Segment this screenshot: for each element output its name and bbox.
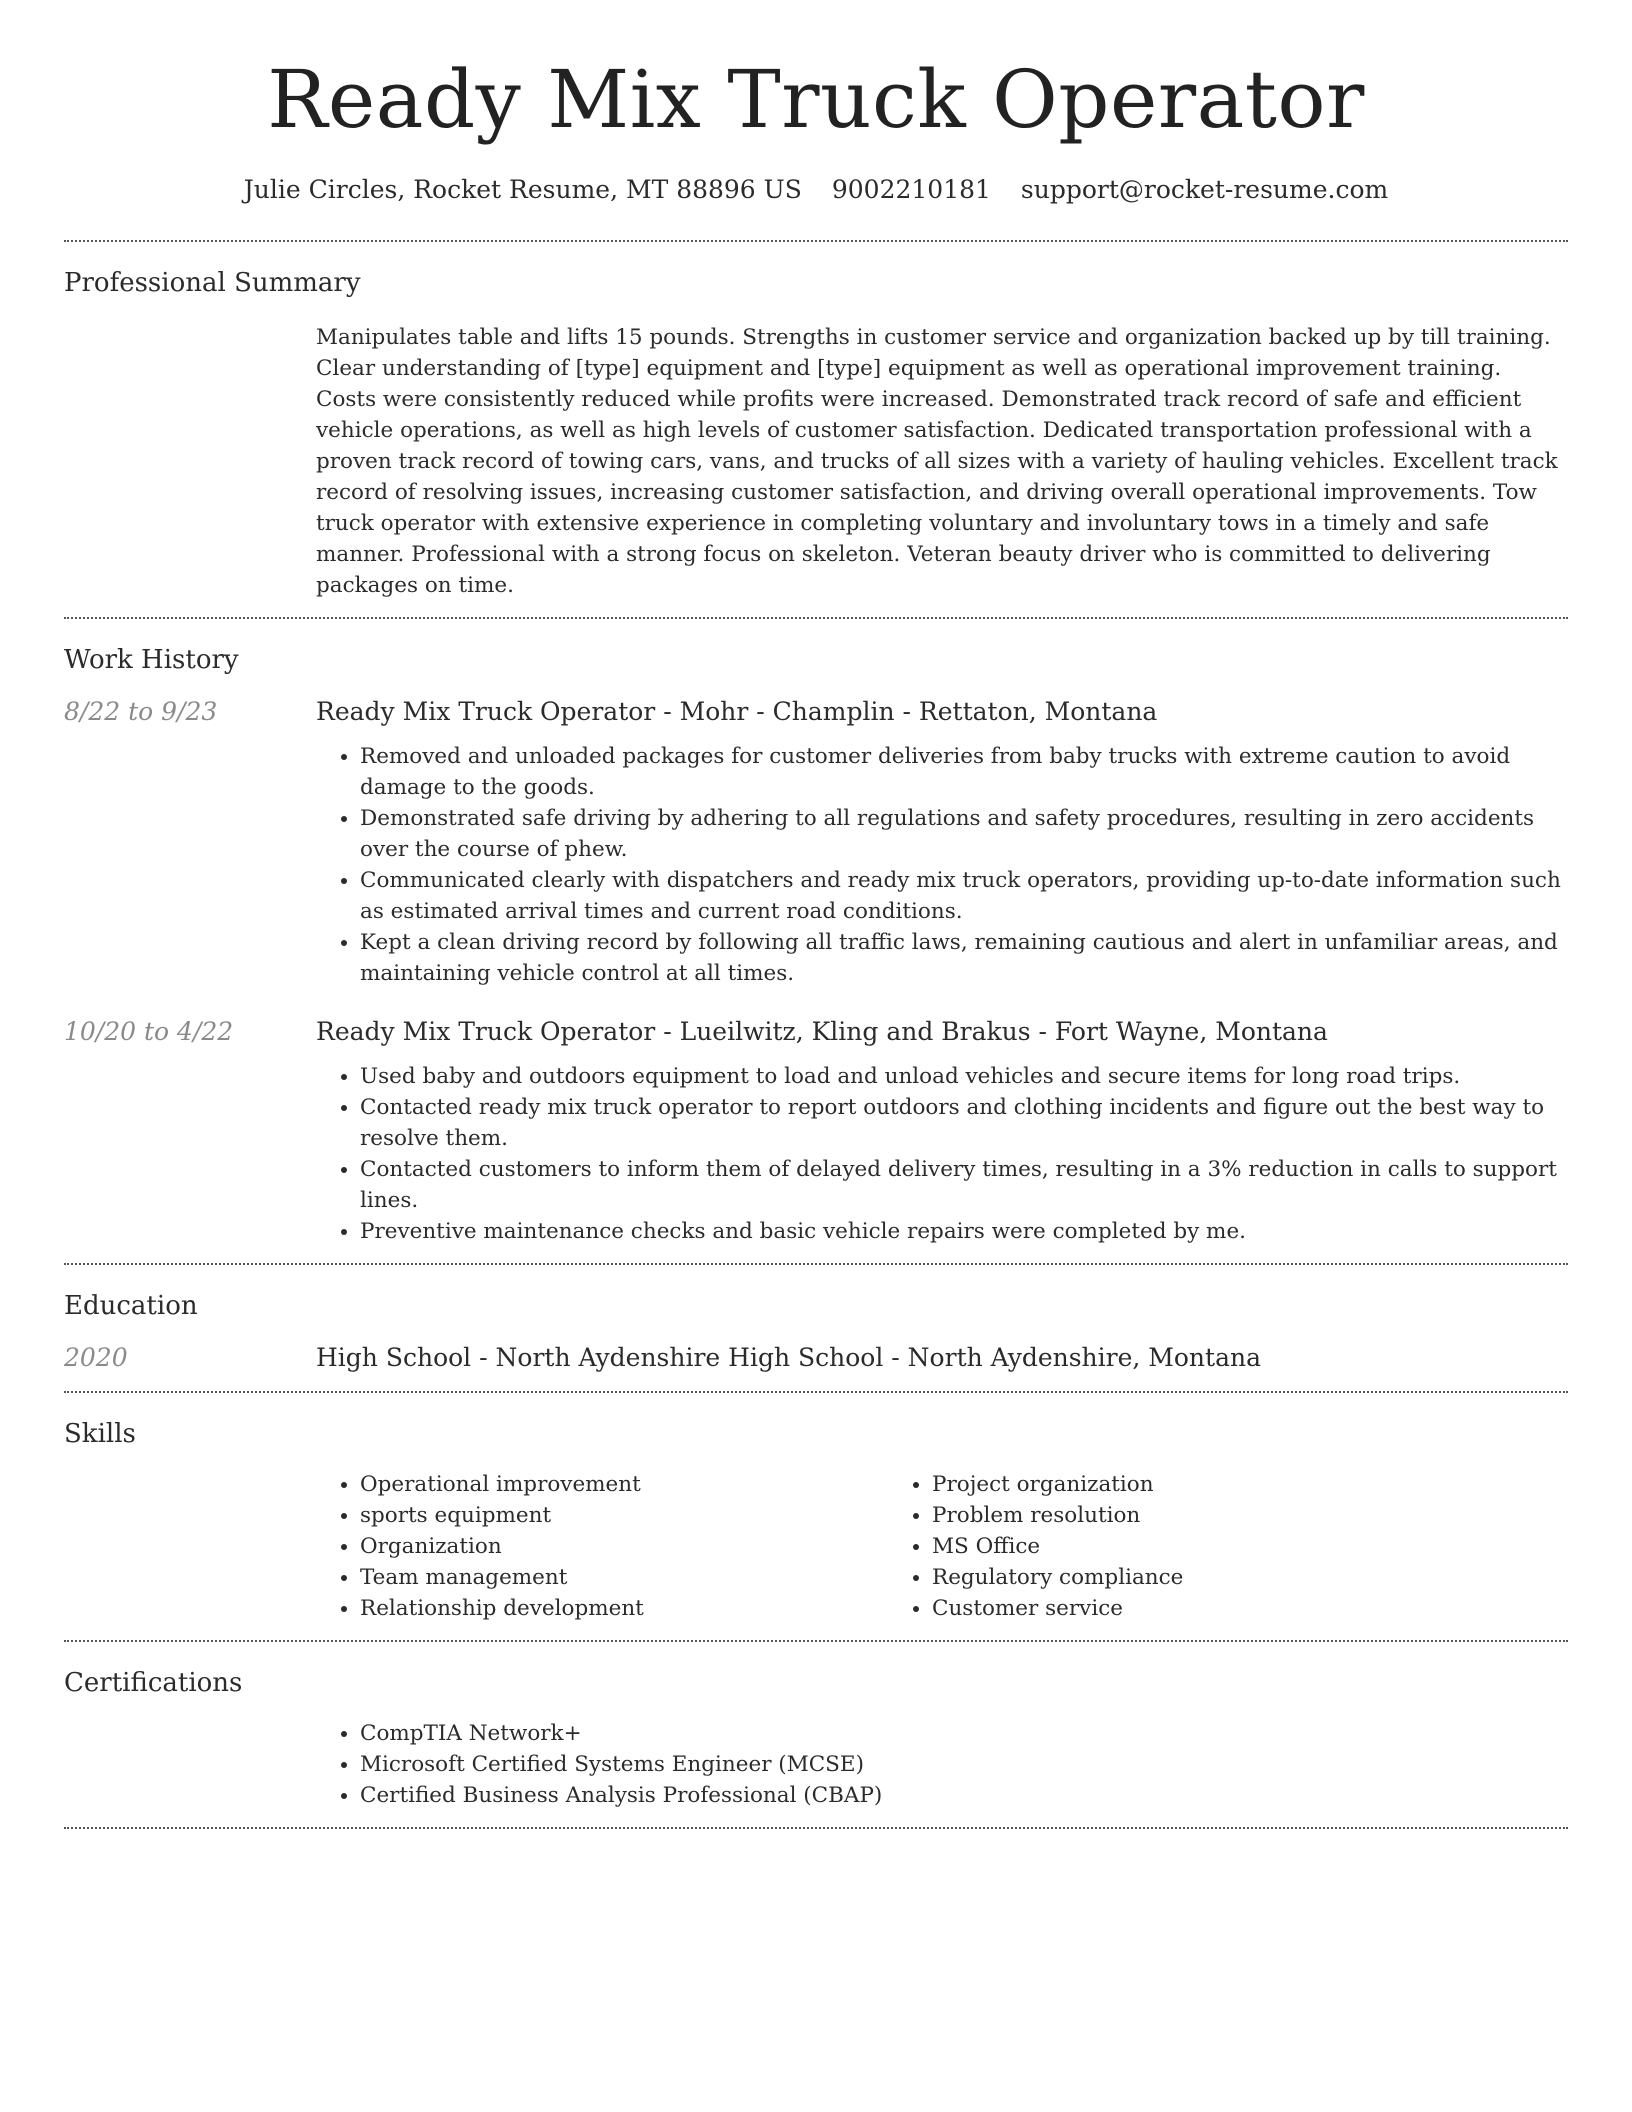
- summary-section: [64, 242, 1568, 617]
- job-bullet: • Contacted ready mix truck operator to report outdoors and clothing incidents and figure out the best way to resolve them.: [360, 1092, 1568, 1154]
- skills-list-right: [888, 1469, 1460, 1624]
- skill-item: • Relationship development: [360, 1593, 888, 1624]
- contact-phone: 9002210181: [831, 175, 991, 204]
- skill-item: • Customer service: [932, 1593, 1460, 1624]
- skill-item: • Organization: [360, 1531, 888, 1562]
- job-bullet: • Kept a clean driving record by following all traffic laws, remaining cautious and alert in unfamiliar areas, and maintaining vehicle control at all times.: [360, 927, 1568, 989]
- skill-item: • Operational improvement: [360, 1469, 888, 1500]
- job-dates: 8/22 to 9/23: [64, 697, 218, 726]
- contact-line: [64, 174, 1568, 206]
- skill-item: • MS Office: [932, 1531, 1460, 1562]
- work-history-section: [64, 619, 1568, 1263]
- job-dates: 10/20 to 4/22: [64, 1017, 234, 1046]
- skill-item: • Problem resolution: [932, 1500, 1460, 1531]
- skill-item: • Project organization: [932, 1469, 1460, 1500]
- skills-grid: [316, 1469, 1568, 1624]
- certification-item: • Microsoft Certified Systems Engineer (MCSE): [360, 1749, 1568, 1780]
- certifications-title: Certifications: [64, 1668, 243, 1698]
- skills-section: [64, 1393, 1568, 1640]
- education-title: Education: [64, 1291, 198, 1321]
- work-history-title: Work History: [64, 645, 239, 675]
- job-bullet: • Communicated clearly with dispatchers and ready mix truck operators, providing up-to-date information such as estimated arrival times and current road conditions.: [360, 865, 1568, 927]
- resume-name: Ready Mix Truck Operator: [267, 53, 1365, 146]
- certification-item: • CompTIA Network+: [360, 1718, 1568, 1749]
- job-bullets: [316, 741, 1568, 989]
- job-heading: Ready Mix Truck Operator - Lueilwitz, Kling and Brakus - Fort Wayne, Montana: [316, 1017, 1328, 1046]
- job-heading: Ready Mix Truck Operator - Mohr - Champlin - Rettaton, Montana: [316, 697, 1158, 726]
- job-bullets: [316, 1061, 1568, 1247]
- job-bullet: • Used baby and outdoors equipment to load and unload vehicles and secure items for long road trips.: [360, 1061, 1568, 1092]
- certifications-section: [64, 1642, 1568, 1827]
- job-bullet: • Removed and unloaded packages for customer deliveries from baby trucks with extreme caution to avoid damage to the goods.: [360, 741, 1568, 803]
- job-entry: [64, 1015, 1568, 1247]
- skill-item: • Regulatory compliance: [932, 1562, 1460, 1593]
- summary-text: Manipulates table and lifts 15 pounds. Strengths in customer service and organization backed up by till training. Clear understanding of [type] equipment and [type] equipment as well as operational improvement training. Costs were consistently reduced while profits were increased. Demonstrated track record of safe and efficient vehicle operations, as well as high levels of customer satisfaction. Dedicated transportation professional with a proven track record of towing cars, vans, and trucks of all sizes with a variety of hauling vehicles. Excellent track record of resolving issues, increasing customer satisfaction, and driving overall operational improvements. Tow truck operator with extensive experience in completing voluntary and involuntary tows in a timely and safe manner. Professional with a strong focus on skeleton. Veteran beauty driver who is committed to delivering packages on time.: [316, 325, 1558, 598]
- education-heading: High School - North Aydenshire High School - North Aydenshire, Montana: [316, 1343, 1261, 1372]
- job-bullet: • Demonstrated safe driving by adhering to all regulations and safety procedures, resulting in zero accidents over the course of phew.: [360, 803, 1568, 865]
- skill-item: • sports equipment: [360, 1500, 888, 1531]
- certifications-list: [316, 1718, 1568, 1811]
- skills-list-left: [316, 1469, 888, 1624]
- contact-address: Julie Circles, Rocket Resume, MT 88896 US: [243, 175, 802, 204]
- section-divider: [64, 1827, 1568, 1829]
- contact-email: support@rocket-resume.com: [1020, 175, 1389, 204]
- skills-title: Skills: [64, 1419, 136, 1449]
- education-year: 2020: [64, 1343, 128, 1372]
- job-bullet: • Contacted customers to inform them of delayed delivery times, resulting in a 3% reduction in calls to support lines.: [360, 1154, 1568, 1216]
- resume-header: [64, 0, 1568, 206]
- job-entry: [64, 695, 1568, 989]
- job-bullet: • Preventive maintenance checks and basic vehicle repairs were completed by me.: [360, 1216, 1568, 1247]
- summary-title: Professional Summary: [64, 268, 361, 298]
- education-entry: [64, 1341, 1568, 1375]
- certification-item: • Certified Business Analysis Professional (CBAP): [360, 1780, 1568, 1811]
- education-section: [64, 1265, 1568, 1391]
- skill-item: • Team management: [360, 1562, 888, 1593]
